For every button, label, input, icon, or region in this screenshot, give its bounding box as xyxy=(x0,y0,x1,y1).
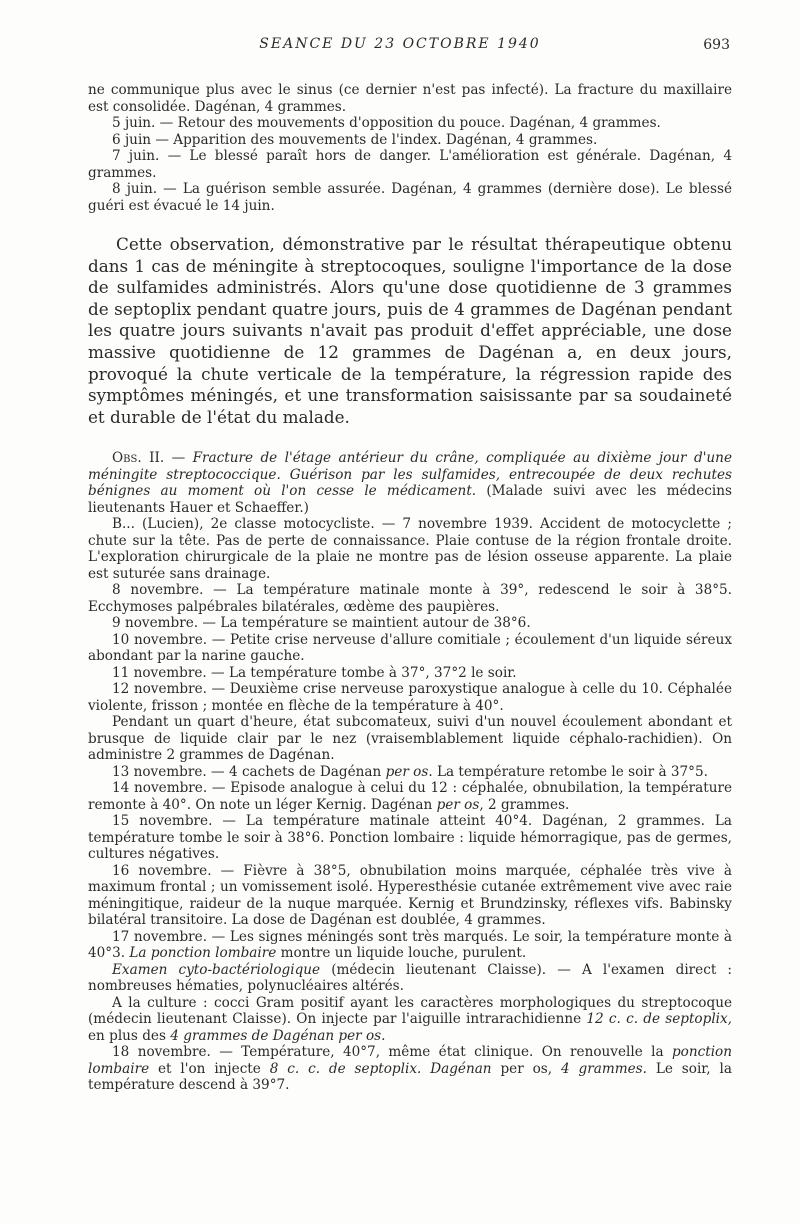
italic-text: 4 grammes de Dagénan per os. xyxy=(170,1027,386,1044)
observation-2 xyxy=(88,450,732,1094)
observation-authors: (Malade suivi avec les médecins lieutenants Hauer et Schaeffer.) xyxy=(88,483,732,516)
paragraph: 8 novembre. — La température matinale monte à 39°, redescend le soir à 38°5. Ecchymoses palpébrales bilatérales, œdème des paupières. xyxy=(88,582,732,615)
paragraph: ne communique plus avec le sinus (ce dernier n'est pas infecté). La fracture du maxillaire est consolidée. Dagénan, 4 grammes. xyxy=(88,82,732,115)
paragraph: 16 novembre. — Fièvre à 38°5, obnubilation moins marquée, céphalée très vive à maximum frontal ; un vomissement isolé. Hyperesthésie cutanée extrêmement vive avec raie méningitique, raideur de la nuque marquée. Kernig et Brundzinsky, réflexes vifs. Babinsky bilatéral transitoire. La dose de Dagénan est doublée, 4 grammes. xyxy=(88,862,732,928)
paragraph: 11 novembre. — La température tombe à 37°, 37°2 le soir. xyxy=(112,664,517,681)
text: en plus des xyxy=(88,1027,171,1044)
paragraph: 10 novembre. — Petite crise nerveuse d'allure comitiale ; écoulement d'un liquide séreux abondant par la narine gauche. xyxy=(88,631,732,664)
text: A la culture : cocci Gram positif ayant les caractères morphologiques du streptocoque (médecin lieutenant Claisse). On injecte par l'aiguille intrarachidienne xyxy=(88,994,732,1027)
paragraph: 9 novembre. — La température se maintient autour de 38°6. xyxy=(112,615,531,631)
paragraph: 15 novembre. — La température matinale atteint 40°4. Dagénan, 2 grammes. La température tombe le soir à 38°6. Ponction lombaire : liquide hémorragique, pas de germes, cultures négatives. xyxy=(88,813,732,862)
paragraph: 5 juin. — Retour des mouvements d'opposition du pouce. Dagénan, 4 grammes. xyxy=(112,115,661,131)
observation-heading xyxy=(88,450,732,516)
summary-paragraph: Cette observation, démonstrative par le résultat thérapeutique obtenu dans 1 cas de méningite à streptocoques, souligne l'importance de la dose de sulfamides administrés. Alors qu'une dose quotidienne de 3 grammes de septoplix pendant quatre jours, puis de 4 grammes de Dagénan pendant les quatre jours suivants n'avait pas produit d'effet appréciable, une dose massive quotidienne de 12 grammes de Dagénan a, en deux jours, provoqué la chute verticale de la température, la régression rapide des symptômes méningés, et une transformation saisissante par sa soudaineté et durable de l'état du malade. xyxy=(88,234,732,427)
page-number: 693 xyxy=(703,37,730,53)
text: (médecin lieutenant Claisse). — A l'examen direct : nombreuses hématies, polynucléaires altérés. xyxy=(88,961,732,994)
observation-title: Fracture de l'étage antérieur du crâne, compliquée au dixième jour d'une méningite streptococcique. Guérison par les sulfamides, entrecoupée de deux rechutes bénignes au moment où l'on cesse le médicament. xyxy=(88,450,732,499)
paragraph xyxy=(88,995,732,1045)
paragraph: 12 novembre. — Deuxième crise nerveuse paroxystique analogue à celle du 10. Céphalée violente, frisson ; montée en flèche de la température à 40°. xyxy=(88,681,732,714)
observation-label: Obs. II. xyxy=(112,450,165,466)
italic-text: La ponction lombaire xyxy=(129,945,277,961)
text: 17 novembre. — Les signes méningés sont très marqués. Le soir, la température monte à 40°3. xyxy=(88,928,732,961)
italic-text: ponction lombaire xyxy=(88,1044,732,1077)
text: per os, xyxy=(491,1060,561,1077)
text: 14 novembre. — Episode analogue à celui du 12 : céphalée, obnubilation, la température remonte à 40°. On note un léger Kernig. Dagénan xyxy=(88,780,732,813)
previous-case-continuation xyxy=(88,82,732,214)
italic-text: 12 c. c. de septoplix, xyxy=(586,1011,732,1027)
paragraph xyxy=(88,780,732,813)
page-header xyxy=(0,36,800,56)
paragraph xyxy=(88,764,732,781)
text: et l'on injecte xyxy=(149,1060,270,1077)
text: . La température retombe le soir à 37°5. xyxy=(428,763,708,780)
running-title: SEANCE DU 23 OCTOBRE 1940 xyxy=(259,36,541,52)
text: Le soir, la température descend à 39°7. xyxy=(88,1060,732,1093)
text: , 2 grammes. xyxy=(479,796,570,813)
italic-text: per os xyxy=(385,763,429,780)
paragraph: 7 juin. — Le blessé paraît hors de danger. L'amélioration est générale. Dagénan, 4 grammes. xyxy=(88,148,732,181)
italic-text: 8 c. c. de septoplix. Dagénan xyxy=(269,1060,492,1077)
italic-text: per os xyxy=(436,796,480,813)
italic-text: 4 grammes. xyxy=(560,1060,647,1077)
paragraph xyxy=(88,962,732,995)
paragraph: Pendant un quart d'heure, état subcomateux, suivi d'un nouvel écoulement abondant et brusque de liquide clair par le nez (vraisemblablement liquide céphalo-rachidien). On administre 2 grammes de Dagénan. xyxy=(88,714,732,763)
paragraph: B... (Lucien), 2e classe motocycliste. — 7 novembre 1939. Accident de motocyclette ; chute sur la tête. Pas de perte de connaissance. Plaie contuse de la région frontale droite. L'exploration chirurgicale de la plaie ne montre pas de lésion osseuse apparente. La plaie est suturée sans drainage. xyxy=(88,516,732,582)
text: 18 novembre. — Température, 40°7, même état clinique. On renouvelle la xyxy=(112,1044,672,1060)
text: montre un liquide louche, purulent. xyxy=(276,945,527,961)
separator: — xyxy=(164,450,193,466)
paragraph xyxy=(88,929,732,962)
text: 13 novembre. — 4 cachets de Dagénan xyxy=(112,763,386,780)
paragraph xyxy=(88,1044,732,1094)
paragraph: 6 juin — Apparition des mouvements de l'index. Dagénan, 4 grammes. xyxy=(112,131,598,148)
italic-text: Examen cyto-bactériologique xyxy=(112,961,321,978)
paragraph: 8 juin. — La guérison semble assurée. Dagénan, 4 grammes (dernière dose). Le blessé guéri est évacué le 14 juin. xyxy=(88,181,732,214)
